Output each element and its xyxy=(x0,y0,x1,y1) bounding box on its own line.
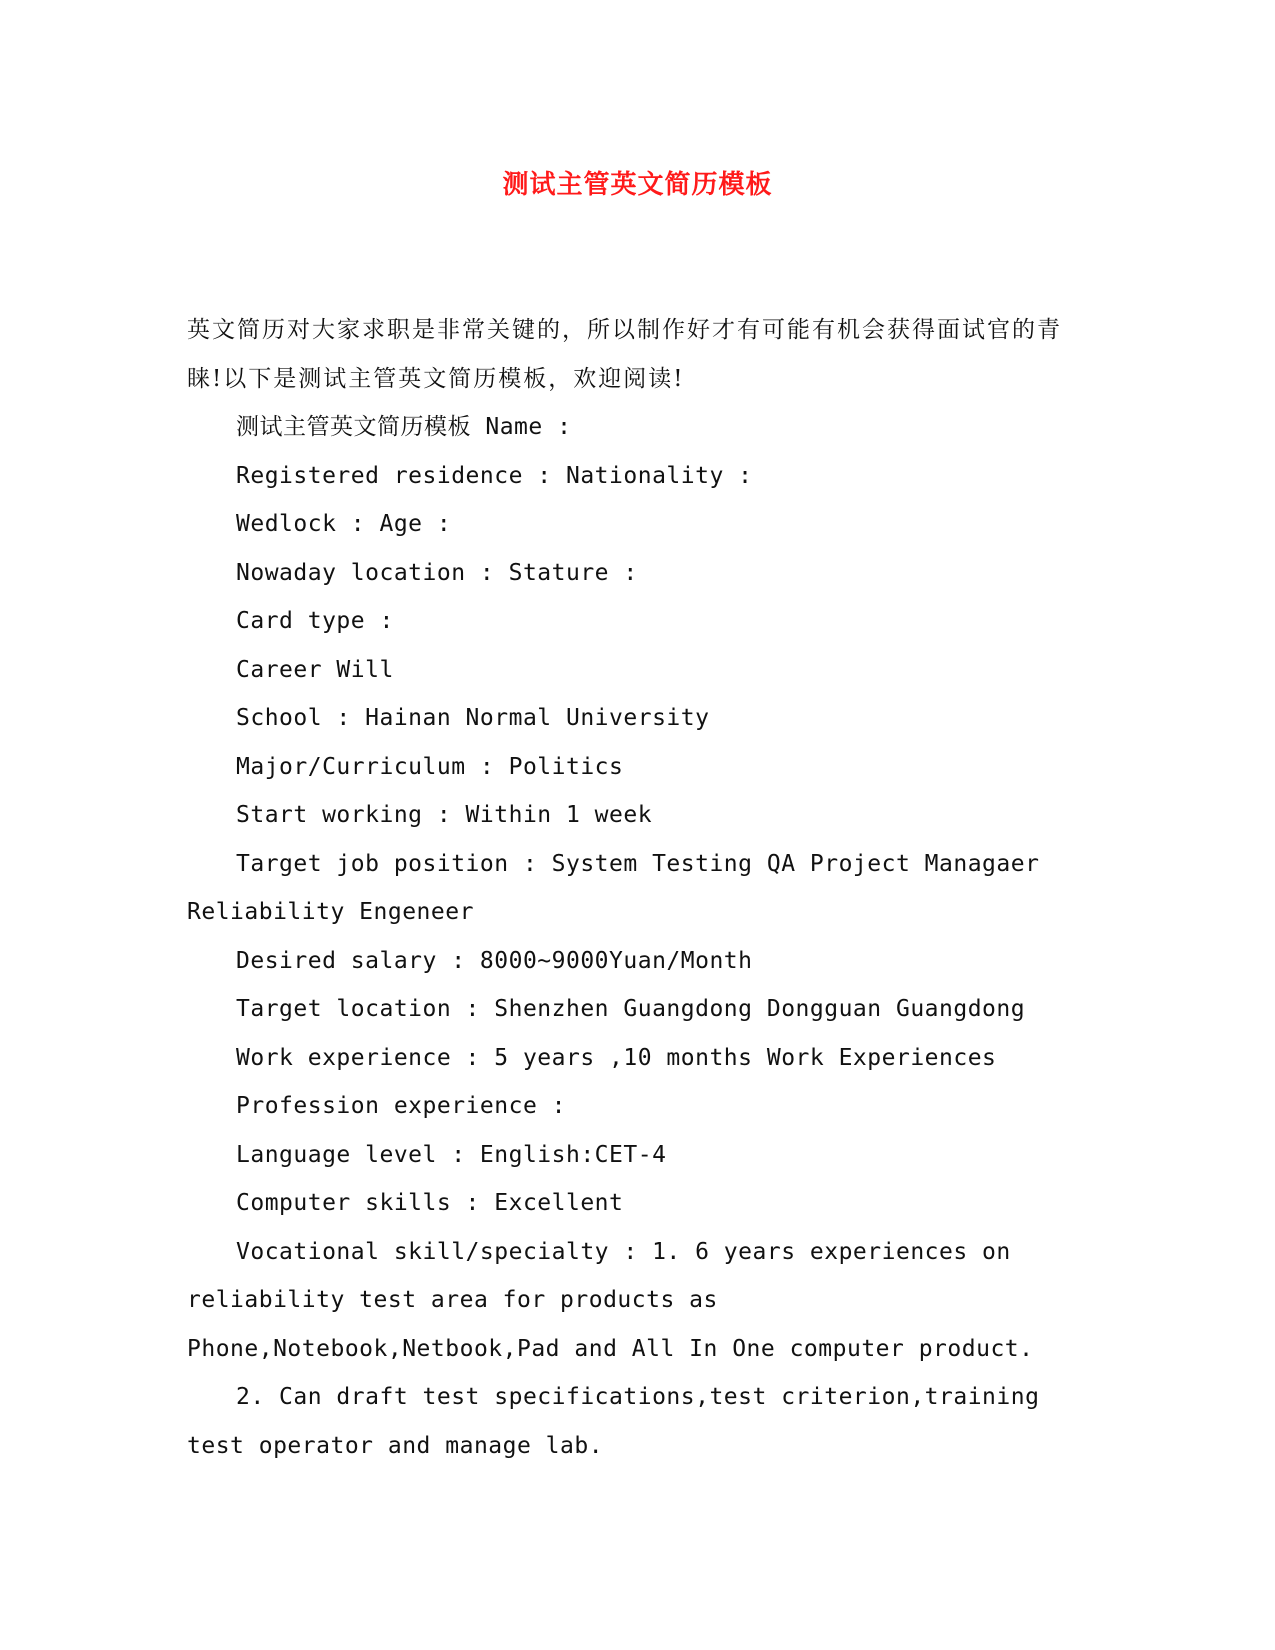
resume-line-language-level: Language level : English:CET-4 xyxy=(236,1141,667,1168)
resume-line-profession-experience: Profession experience : xyxy=(236,1093,566,1119)
resume-line-start-working: Start working : Within 1 week xyxy=(236,802,653,828)
resume-line-target-location: Target location : Shenzhen Guangdong Dongguan Guangdong xyxy=(236,996,1026,1022)
resume-line-computer-skills: Computer skills : Excellent xyxy=(236,1190,624,1216)
resume-line-skill-item-2: 2. Can draft test specifications,test criterion,training test operator and manage lab. xyxy=(187,1384,1040,1459)
document-title: 测试主管英文简历模板 xyxy=(502,170,773,200)
resume-line-card-type: Card type : xyxy=(236,608,394,634)
resume-line-vocational-skill: Vocational skill/specialty : 1. 6 years experiences on reliability test area for products as Phone,Notebook,Netbook,Pad and All In One computer product. xyxy=(187,1238,1034,1362)
resume-line-desired-salary: Desired salary : 8000~9000Yuan/Month xyxy=(236,947,753,974)
intro-paragraph: 英文简历对大家求职是非常关键的，所以制作好才有可能有机会获得面试官的青睐!以下是测试主管英文简历模板，欢迎阅读! xyxy=(187,317,1062,392)
resume-line-work-experience: Work experience : 5 years ,10 months Work Experiences xyxy=(236,1044,997,1071)
resume-line-residence: Registered residence : Nationality : xyxy=(236,462,753,489)
resume-line-school: School : Hainan Normal University xyxy=(236,705,710,731)
resume-line-name: 测试主管英文简历模板 Name : xyxy=(236,414,572,440)
resume-line-location: Nowaday location : Stature : xyxy=(236,559,638,586)
resume-line-target-position: Target job position : System Testing QA Project Managaer Reliability Engeneer xyxy=(187,850,1040,925)
resume-line-major: Major/Curriculum : Politics xyxy=(236,753,624,780)
resume-line-wedlock: Wedlock : Age : xyxy=(236,511,452,537)
resume-line-career-will: Career Will xyxy=(236,656,394,683)
document-body xyxy=(187,306,1093,1470)
